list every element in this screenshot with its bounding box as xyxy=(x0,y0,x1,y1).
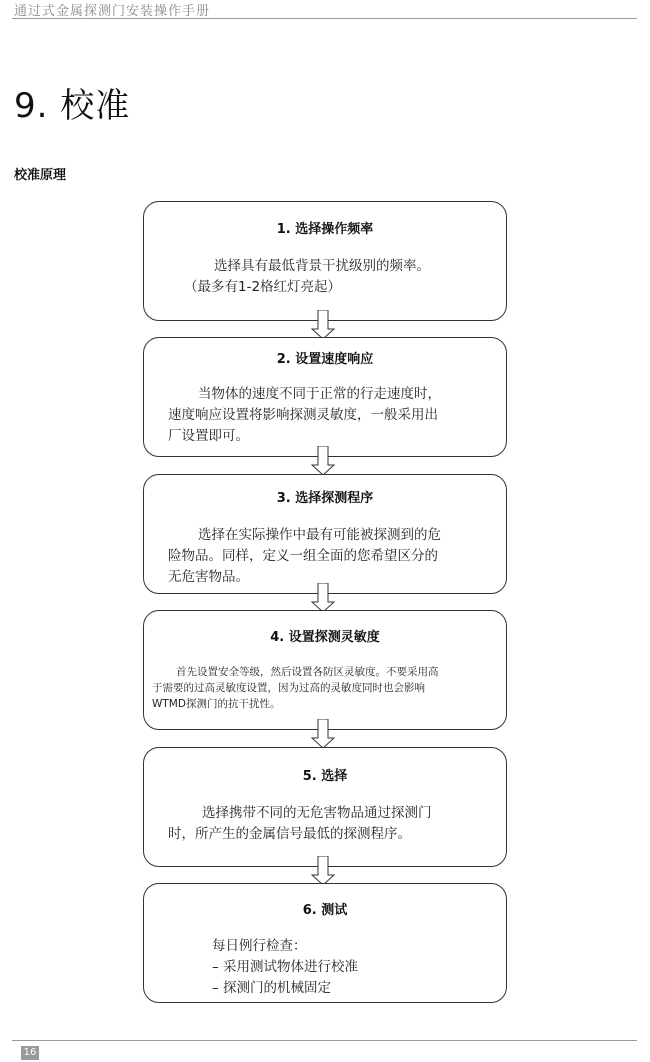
page-number: 16 xyxy=(21,1046,39,1060)
chapter-title: 9. 校准 xyxy=(14,86,131,126)
step-text-line: 选择携带不同的无危害物品通过探测门 xyxy=(202,805,432,821)
flow-step-3 xyxy=(143,474,507,594)
step-text-line: 当物体的速度不同于正常的行走速度时， xyxy=(198,386,441,402)
flow-step-5 xyxy=(143,747,507,867)
down-arrow-icon xyxy=(311,583,335,613)
step-description xyxy=(152,664,498,712)
step-title: 3. 选择探测程序 xyxy=(276,491,374,506)
down-arrow-icon xyxy=(311,446,335,476)
step-title: 1. 选择操作频率 xyxy=(276,222,374,237)
step-text-line: 时，所产生的金属信号最低的探测程序。 xyxy=(168,826,411,842)
step-text-line: – 探测门的机械固定 xyxy=(212,980,332,996)
step-text-line: 速度响应设置将影响探测灵敏度，一般采用出 xyxy=(168,407,438,423)
manual-title: 通过式金属探测门安装操作手册 xyxy=(14,4,211,19)
down-arrow-icon xyxy=(311,856,335,886)
step-description xyxy=(184,256,482,298)
down-arrow-icon xyxy=(311,310,335,340)
step-text-line: （最多有1-2格红灯亮起） xyxy=(184,279,342,295)
section-heading: 校准原理 xyxy=(14,168,67,183)
step-text-line: 险物品。同样，定义一组全面的您希望区分的 xyxy=(168,548,438,564)
step-title: 2. 设置速度响应 xyxy=(276,352,374,367)
step-title: 5. 选择 xyxy=(302,769,348,784)
footer-divider xyxy=(12,1040,637,1041)
header-divider xyxy=(12,18,637,19)
flow-step-6 xyxy=(143,883,507,1003)
step-text-line: WTMD探测门的抗干扰性。 xyxy=(152,698,281,710)
step-description xyxy=(168,525,482,588)
step-text-line: 于需要的过高灵敏度设置，因为过高的灵敏度同时也会影响 xyxy=(152,682,425,694)
step-title: 4. 设置探测灵敏度 xyxy=(270,630,380,645)
step-description xyxy=(212,936,482,999)
step-text-line: 每日例行检查： xyxy=(212,938,307,954)
step-text-line: 选择在实际操作中最有可能被探测到的危 xyxy=(198,527,441,543)
flow-step-2 xyxy=(143,337,507,457)
step-description xyxy=(168,384,482,447)
flow-step-1 xyxy=(143,201,507,321)
step-text-line: 厂设置即可。 xyxy=(168,428,249,444)
step-title: 6. 测试 xyxy=(302,903,348,918)
step-text-line: 无危害物品。 xyxy=(168,569,249,585)
step-description xyxy=(168,803,482,845)
flow-step-4 xyxy=(143,610,507,730)
step-text-line: 首先设置安全等级，然后设置各防区灵敏度。不要采用高 xyxy=(176,666,439,678)
step-text-line: – 采用测试物体进行校准 xyxy=(212,959,359,975)
step-text-line: 选择具有最低背景干扰级别的频率。 xyxy=(214,258,430,274)
down-arrow-icon xyxy=(311,719,335,749)
